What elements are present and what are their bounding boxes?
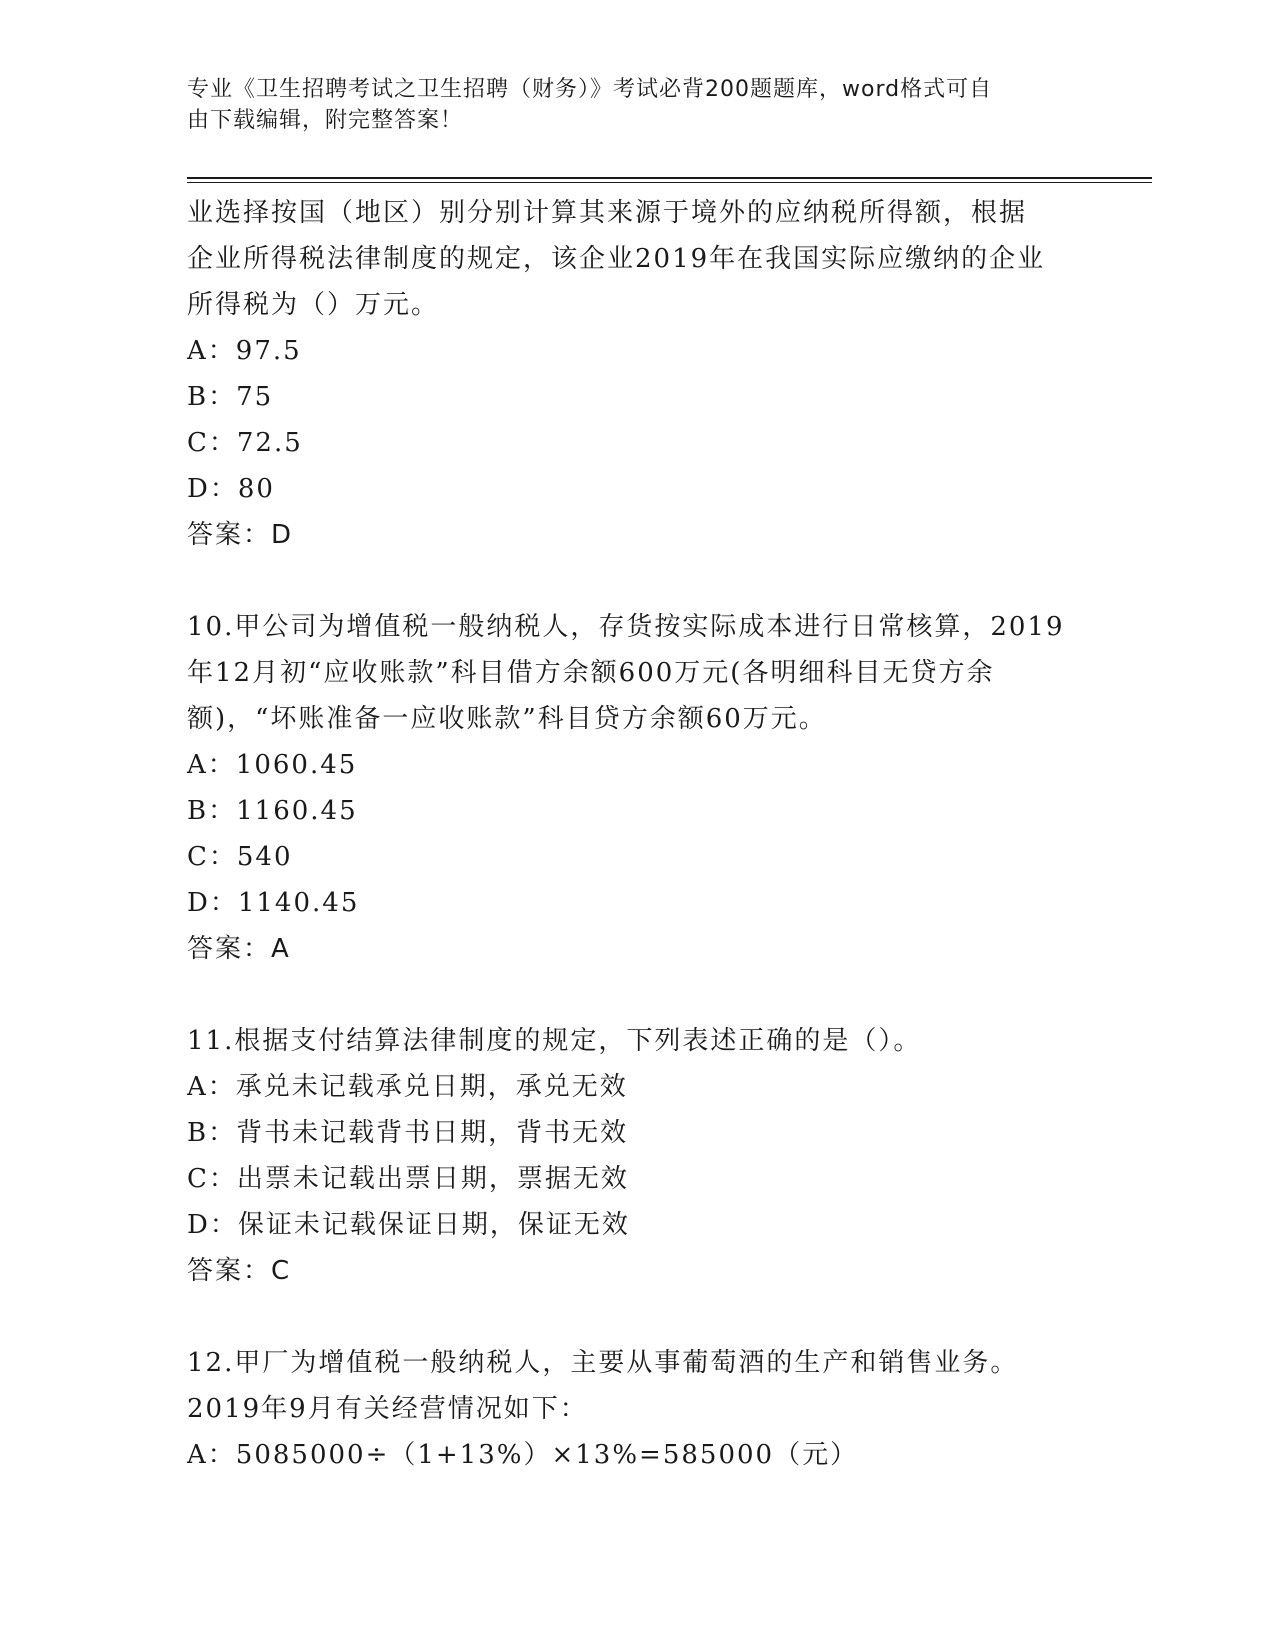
question-10-option-b: B：1160.45 [187,796,358,826]
question-9-option-a: A：97.5 [187,336,302,366]
document-body [187,190,1087,1478]
question-11-answer: 答案：C [187,1256,292,1286]
spacer [187,1294,1087,1340]
question-9-option-c: C：72.5 [187,428,303,458]
question-10-line-2: 年12月初“应收账款”科目借方余额600万元(各明细科目无贷方余 [187,658,995,688]
question-12-option-a: A：5085000÷（1+13%）×13%=585000（元） [187,1440,859,1470]
question-9-line-1: 业选择按国（地区）别分别计算其来源于境外的应纳税所得额，根据 [187,198,1028,228]
question-12 [187,1340,1087,1478]
question-10-line-3: 额)，“坏账准备一应收账款”科目贷方余额60万元。 [187,704,827,734]
question-10-option-c: C：540 [187,842,293,872]
spacer [187,972,1087,1018]
question-11 [187,1018,1087,1294]
question-9-option-d: D：80 [187,474,275,504]
question-10-option-d: D：1140.45 [187,888,360,918]
spacer [187,558,1087,604]
question-11-option-d: D：保证未记载保证日期，保证无效 [187,1210,630,1240]
question-12-line-1: 12.甲厂为增值税一般纳税人，主要从事葡萄酒的生产和销售业务。 [187,1348,1019,1378]
question-12-line-2: 2019年9月有关经营情况如下： [187,1394,588,1424]
question-9-option-b: B：75 [187,382,274,412]
question-11-option-c: C：出票未记载出票日期，票据无效 [187,1164,629,1194]
question-11-option-b: B：背书未记载背书日期，背书无效 [187,1118,629,1148]
header-line-1: 专业《卫生招聘考试之卫生招聘（财务）》考试必背200题题库，word格式可自 [187,77,993,102]
header-line-2: 由下载编辑，附完整答案！ [187,108,464,133]
header-divider-thick [187,177,1152,179]
question-9-line-2: 企业所得税法律制度的规定，该企业2019年在我国实际应缴纳的企业 [187,244,1046,274]
question-9-line-3: 所得税为（）万元。 [187,290,440,320]
question-10 [187,604,1087,972]
question-9 [187,190,1087,558]
question-11-option-a: A：承兑未记载承兑日期，承兑无效 [187,1072,628,1102]
question-10-option-a: A：1060.45 [187,750,358,780]
question-10-line-1: 10.甲公司为增值税一般纳税人，存货按实际成本进行日常核算，2019 [187,612,1065,642]
question-11-line-1: 11.根据支付结算法律制度的规定，下列表述正确的是（）。 [187,1026,922,1056]
question-9-answer: 答案：D [187,520,294,550]
question-10-answer: 答案：A [187,934,291,964]
document-header [187,74,1067,136]
header-divider-thin [187,182,1152,183]
